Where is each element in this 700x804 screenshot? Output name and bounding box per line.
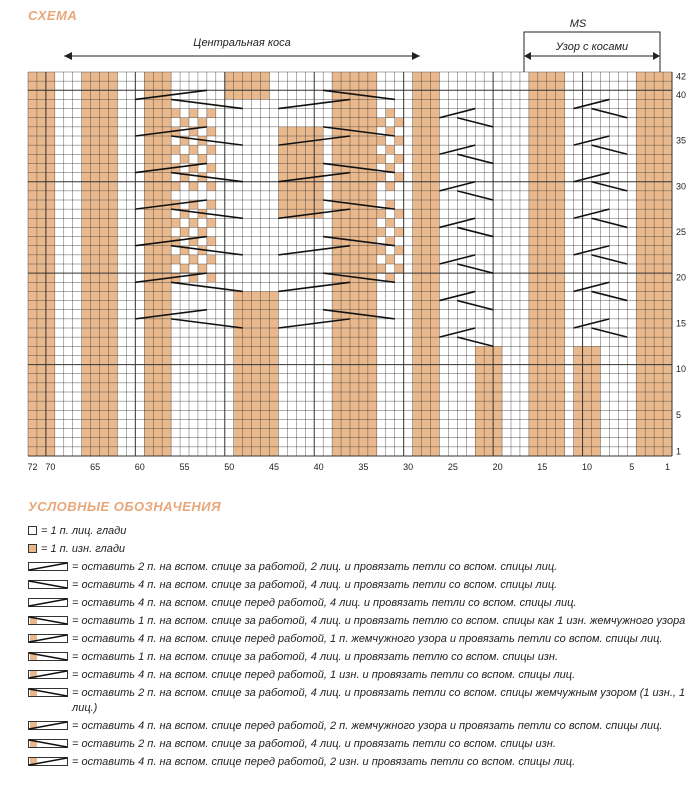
seed-cell	[207, 109, 216, 118]
stitch-number: 10	[582, 462, 593, 472]
row-number: 30	[676, 181, 687, 192]
stitch-number: 45	[268, 462, 279, 472]
purl-square-icon	[28, 544, 37, 553]
central-braid-label: Центральная коса	[193, 37, 291, 49]
seed-cell	[359, 227, 368, 236]
seed-cell	[171, 145, 180, 154]
legend-row	[28, 650, 698, 665]
legend-row	[28, 542, 698, 557]
seed-cell	[207, 182, 216, 191]
row-number: 5	[676, 409, 682, 420]
seed-cell	[207, 255, 216, 264]
seed-cell	[198, 118, 207, 127]
legend-text: = оставить 2 п. на вспом. спице за работой, 4 лиц. и провязать петли со вспом. спицы жемчужным узором (1 изн., 1 лиц.)	[72, 687, 686, 714]
legend-row	[28, 668, 698, 683]
seed-cell	[377, 227, 386, 236]
seed-cell	[359, 209, 368, 218]
seed-cell	[207, 237, 216, 246]
stitch-number: 1	[665, 462, 671, 472]
seed-cell	[368, 182, 377, 191]
seed-cell	[180, 227, 189, 236]
purl-diamond	[225, 72, 270, 99]
legend-text: = оставить 2 п. на вспом. спице за работой, 4 лиц. и провязать петли со вспом. спицы изн.	[72, 738, 556, 750]
seed-cell	[395, 209, 404, 218]
legend-row	[28, 614, 698, 629]
seed-cell	[207, 163, 216, 172]
legend-text: = оставить 4 п. на вспом. спице за работой, 4 лиц. и провязать петли со вспом. спицы лиц.	[72, 579, 558, 591]
legend-text: = оставить 4 п. на вспом. спице перед работой, 4 лиц. и провязать петли со вспом. спицы лиц.	[72, 597, 577, 609]
stitch-number: 72	[27, 462, 38, 472]
cable-2-4-purl-left-icon	[28, 757, 68, 766]
seed-cell	[189, 182, 198, 191]
seed-cell	[350, 255, 359, 264]
seed-cell	[207, 145, 216, 154]
seed-cell	[395, 246, 404, 255]
row-number: 40	[676, 89, 687, 100]
stitch-number: 70	[45, 462, 56, 472]
seed-cell	[207, 200, 216, 209]
legend-row	[28, 524, 698, 539]
legend-row	[28, 596, 698, 611]
seed-cell	[395, 227, 404, 236]
legend-text: = оставить 4 п. на вспом. спице перед работой, 1 п. жемчужного узора и провязать петли со вспом. спицы лиц.	[72, 633, 663, 645]
seed-cell	[386, 145, 395, 154]
seed-cell	[377, 209, 386, 218]
legend-row	[28, 737, 698, 752]
stitch-number: 25	[447, 462, 458, 472]
seed-cell	[189, 218, 198, 227]
cable-4-1-purl-right-icon	[28, 652, 68, 661]
seed-cell	[162, 136, 171, 145]
row-number: 10	[676, 364, 687, 375]
seed-cell	[368, 200, 377, 209]
seed-cell	[377, 264, 386, 273]
seed-cell	[386, 182, 395, 191]
cable-4-4-left-icon	[28, 598, 68, 607]
seed-cell	[180, 264, 189, 273]
seed-cell	[189, 109, 198, 118]
legend-text: = оставить 4 п. на вспом. спице перед работой, 2 п. жемчужного узора и провязать петли со вспом. спицы лиц.	[72, 720, 663, 732]
scheme-title: СХЕМА	[28, 8, 78, 23]
stitch-number: 60	[134, 462, 145, 472]
seed-cell	[395, 154, 404, 163]
seed-cell	[368, 273, 377, 282]
cable-4-1-seed-right-icon	[28, 616, 68, 625]
seed-cell	[368, 163, 377, 172]
seed-cell	[395, 136, 404, 145]
seed-cell	[171, 109, 180, 118]
seed-cell	[207, 218, 216, 227]
legend-text: = оставить 4 п. на вспом. спице перед работой, 1 изн. и провязать петли со вспом. спицы лиц.	[72, 669, 576, 681]
seed-cell	[359, 136, 368, 145]
stitch-number: 30	[403, 462, 414, 472]
seed-cell	[386, 218, 395, 227]
legend-row	[28, 755, 698, 770]
row-number: 25	[676, 227, 687, 237]
legend-row	[28, 560, 698, 575]
seed-cell	[180, 154, 189, 163]
seed-cell	[171, 182, 180, 191]
seed-cell	[198, 227, 207, 236]
legend-row	[28, 632, 698, 647]
seed-cell	[368, 127, 377, 136]
seed-cell	[162, 173, 171, 182]
seed-cell	[350, 218, 359, 227]
seed-cell	[189, 145, 198, 154]
seed-cell	[377, 173, 386, 182]
cable-1-4-seed-left-icon	[28, 634, 68, 643]
stitch-number: 40	[313, 462, 324, 472]
legend-list	[28, 524, 698, 773]
seed-cell	[368, 109, 377, 118]
legend-text: = 1 п. изн. глади	[41, 543, 126, 555]
seed-cell	[359, 118, 368, 127]
legend-text: = оставить 1 п. на вспом. спице за работой, 4 лиц. и провязать петлю со вспом. спицы как 1 изн. жемчужного узора	[72, 615, 686, 627]
seed-cell	[350, 145, 359, 154]
seed-cell	[359, 173, 368, 182]
pattern-arrow-left	[524, 52, 531, 60]
seed-cell	[377, 136, 386, 145]
seed-cell	[359, 264, 368, 273]
row-number: 20	[676, 272, 687, 283]
seed-cell	[198, 154, 207, 163]
seed-cell	[180, 118, 189, 127]
row-number: 15	[676, 318, 687, 329]
seed-cell	[207, 273, 216, 282]
legend-text: = оставить 1 п. на вспом. спице за работой, 4 лиц. и провязать петлю со вспом. спицы изн.	[72, 651, 559, 663]
seed-cell	[377, 154, 386, 163]
row-number: 42	[676, 71, 687, 82]
pattern-label: Узор с косами	[555, 41, 629, 53]
seed-cell	[171, 255, 180, 264]
legend-text: = 1 п. лиц. глади	[41, 525, 127, 537]
legend-row	[28, 686, 698, 716]
seed-cell	[350, 109, 359, 118]
seed-cell	[359, 246, 368, 255]
seed-cell	[395, 118, 404, 127]
ms-label: MS	[569, 18, 587, 30]
cable-4-4-right-icon	[28, 580, 68, 589]
seed-cell	[395, 173, 404, 182]
cable-4-2-seed-right-icon	[28, 688, 68, 697]
legend-row	[28, 578, 698, 593]
arrow-right-head	[412, 52, 420, 60]
seed-cell	[162, 154, 171, 163]
seed-cell	[377, 246, 386, 255]
seed-cell	[189, 255, 198, 264]
cable-4-2-purl-right-icon	[28, 739, 68, 748]
stitch-number: 50	[224, 462, 235, 472]
pattern-arrow-right	[653, 52, 660, 60]
stitch-number: 15	[537, 462, 548, 472]
seed-cell	[198, 264, 207, 273]
arrow-left-head	[64, 52, 72, 60]
seed-cell	[368, 237, 377, 246]
stitch-number: 65	[90, 462, 101, 472]
row-number: 35	[676, 135, 687, 146]
seed-cell	[162, 264, 171, 273]
stitch-number: 5	[629, 462, 635, 472]
seed-cell	[395, 264, 404, 273]
seed-cell	[359, 154, 368, 163]
seed-cell	[377, 118, 386, 127]
seed-cell	[162, 227, 171, 236]
seed-cell	[162, 118, 171, 127]
seed-cell	[386, 109, 395, 118]
knit-square-icon	[28, 526, 37, 535]
seed-cell	[162, 246, 171, 255]
cable-2-2-right-icon	[28, 562, 68, 571]
cable-2-4-seed-left-icon	[28, 721, 68, 730]
seed-cell	[368, 145, 377, 154]
seed-cell	[207, 127, 216, 136]
legend-text: = оставить 4 п. на вспом. спице перед работой, 2 изн. и провязать петли со вспом. спицы лиц.	[72, 756, 576, 768]
legend-row	[28, 719, 698, 734]
legend-title: УСЛОВНЫЕ ОБОЗНАЧЕНИЯ	[28, 499, 222, 514]
stitch-number: 35	[358, 462, 369, 472]
seed-cell	[368, 255, 377, 264]
seed-cell	[368, 218, 377, 227]
cable-1-4-purl-left-icon	[28, 670, 68, 679]
row-number: 1	[676, 446, 682, 457]
seed-cell	[162, 209, 171, 218]
seed-cell	[350, 182, 359, 191]
stitch-number: 55	[179, 462, 190, 472]
legend-text: = оставить 2 п. на вспом. спице за работой, 2 лиц. и провязать петли со вспом. спицы лиц.	[72, 561, 558, 573]
seed-cell	[386, 255, 395, 264]
seed-cell	[171, 218, 180, 227]
stitch-number: 20	[492, 462, 503, 472]
